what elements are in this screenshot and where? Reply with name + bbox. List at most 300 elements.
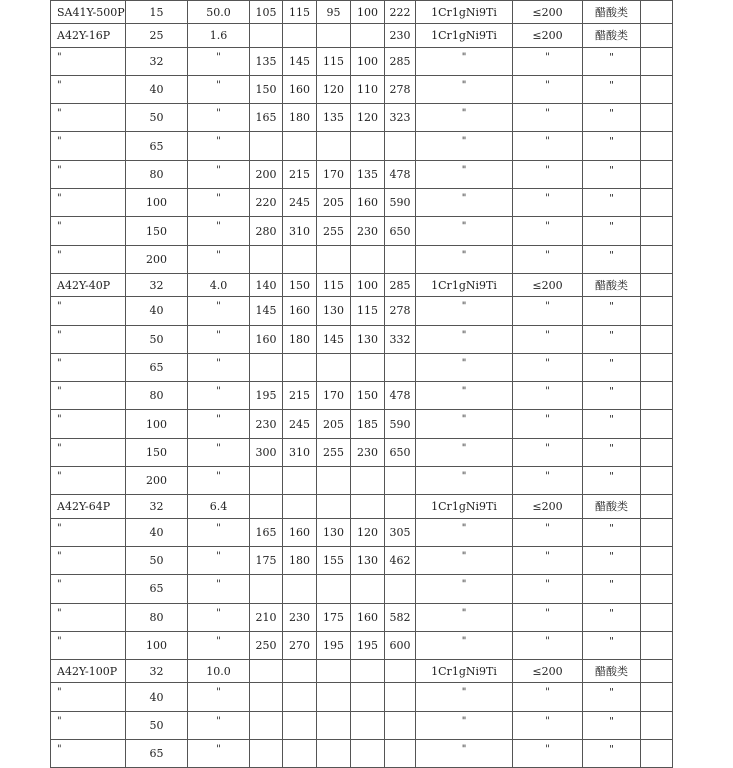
table-row: [51, 75, 673, 103]
nominal-diameter-cell: 65: [126, 132, 188, 160]
table-row: [51, 297, 673, 325]
empty-cell: [641, 711, 673, 739]
dimension-d3-cell: [351, 245, 385, 273]
length-cell: [385, 467, 416, 495]
dimension-d1-cell: 180: [283, 104, 317, 132]
dimension-d-cell: 135: [250, 47, 283, 75]
material-cell: ": [416, 353, 513, 381]
temperature-cell: ": [513, 132, 583, 160]
temperature-cell: ": [513, 518, 583, 546]
dimension-d-cell: [250, 711, 283, 739]
temperature-cell: ≤200: [513, 273, 583, 296]
dimension-d1-cell: [283, 740, 317, 768]
dimension-d1-cell: 215: [283, 160, 317, 188]
nominal-pressure-cell: ": [188, 546, 250, 574]
model-cell: ": [51, 711, 126, 739]
nominal-diameter-cell: 65: [126, 740, 188, 768]
material-cell: ": [416, 518, 513, 546]
material-cell: ": [416, 575, 513, 603]
temperature-cell: ≤200: [513, 660, 583, 683]
medium-cell: ": [583, 47, 641, 75]
nominal-diameter-cell: 40: [126, 518, 188, 546]
dimension-d-cell: 140: [250, 273, 283, 296]
medium-cell: ": [583, 189, 641, 217]
dimension-d-cell: 300: [250, 438, 283, 466]
temperature-cell: ≤200: [513, 1, 583, 24]
material-cell: ": [416, 47, 513, 75]
temperature-cell: ": [513, 740, 583, 768]
nominal-diameter-cell: 80: [126, 603, 188, 631]
medium-cell: 醋酸类: [583, 273, 641, 296]
dimension-d-cell: 145: [250, 297, 283, 325]
dimension-d1-cell: [283, 495, 317, 518]
table-row: [51, 382, 673, 410]
temperature-cell: ": [513, 353, 583, 381]
nominal-pressure-cell: ": [188, 217, 250, 245]
table-row: [51, 132, 673, 160]
dimension-d-cell: [250, 740, 283, 768]
table-row: [51, 438, 673, 466]
model-cell: ": [51, 353, 126, 381]
empty-cell: [641, 575, 673, 603]
dimension-d2-cell: [317, 575, 351, 603]
nominal-diameter-cell: 25: [126, 24, 188, 47]
empty-cell: [641, 24, 673, 47]
nominal-diameter-cell: 50: [126, 325, 188, 353]
table-row: [51, 467, 673, 495]
dimension-d2-cell: [317, 467, 351, 495]
length-cell: 285: [385, 273, 416, 296]
nominal-diameter-cell: 100: [126, 189, 188, 217]
dimension-d-cell: 230: [250, 410, 283, 438]
material-cell: ": [416, 711, 513, 739]
nominal-diameter-cell: 40: [126, 297, 188, 325]
dimension-d2-cell: 195: [317, 631, 351, 659]
dimension-d1-cell: 115: [283, 1, 317, 24]
material-cell: ": [416, 740, 513, 768]
medium-cell: ": [583, 132, 641, 160]
length-cell: 305: [385, 518, 416, 546]
medium-cell: ": [583, 683, 641, 711]
dimension-d-cell: 150: [250, 75, 283, 103]
dimension-d2-cell: 205: [317, 189, 351, 217]
temperature-cell: ": [513, 467, 583, 495]
dimension-d2-cell: 205: [317, 410, 351, 438]
dimension-d2-cell: 170: [317, 382, 351, 410]
nominal-pressure-cell: ": [188, 382, 250, 410]
medium-cell: ": [583, 297, 641, 325]
dimension-d1-cell: 230: [283, 603, 317, 631]
dimension-d-cell: 195: [250, 382, 283, 410]
temperature-cell: ": [513, 160, 583, 188]
nominal-diameter-cell: 50: [126, 546, 188, 574]
dimension-d1-cell: [283, 711, 317, 739]
model-cell: ": [51, 683, 126, 711]
medium-cell: ": [583, 546, 641, 574]
dimension-d2-cell: 135: [317, 104, 351, 132]
material-cell: ": [416, 245, 513, 273]
material-cell: 1Cr1gNi9Ti: [416, 1, 513, 24]
nominal-pressure-cell: ": [188, 47, 250, 75]
length-cell: [385, 683, 416, 711]
dimension-d-cell: 210: [250, 603, 283, 631]
dimension-d-cell: 105: [250, 1, 283, 24]
dimension-d-cell: 280: [250, 217, 283, 245]
empty-cell: [641, 189, 673, 217]
table-row: [51, 1, 673, 24]
empty-cell: [641, 546, 673, 574]
temperature-cell: ≤200: [513, 24, 583, 47]
medium-cell: ": [583, 245, 641, 273]
temperature-cell: ": [513, 711, 583, 739]
empty-cell: [641, 410, 673, 438]
table-row: [51, 245, 673, 273]
empty-cell: [641, 273, 673, 296]
model-cell: ": [51, 189, 126, 217]
dimension-d1-cell: 160: [283, 75, 317, 103]
dimension-d3-cell: [351, 683, 385, 711]
empty-cell: [641, 603, 673, 631]
dimension-d1-cell: 180: [283, 325, 317, 353]
medium-cell: 醋酸类: [583, 495, 641, 518]
length-cell: [385, 245, 416, 273]
dimension-d-cell: [250, 467, 283, 495]
length-cell: 278: [385, 297, 416, 325]
material-cell: ": [416, 410, 513, 438]
empty-cell: [641, 47, 673, 75]
model-cell: ": [51, 160, 126, 188]
length-cell: 222: [385, 1, 416, 24]
nominal-pressure-cell: 1.6: [188, 24, 250, 47]
dimension-d2-cell: [317, 132, 351, 160]
nominal-pressure-cell: ": [188, 740, 250, 768]
nominal-pressure-cell: ": [188, 410, 250, 438]
nominal-pressure-cell: ": [188, 75, 250, 103]
length-cell: [385, 711, 416, 739]
temperature-cell: ": [513, 325, 583, 353]
model-cell: ": [51, 47, 126, 75]
nominal-pressure-cell: ": [188, 683, 250, 711]
model-cell: ": [51, 518, 126, 546]
dimension-d3-cell: 115: [351, 297, 385, 325]
empty-cell: [641, 495, 673, 518]
nominal-diameter-cell: 65: [126, 575, 188, 603]
nominal-diameter-cell: 150: [126, 217, 188, 245]
temperature-cell: ": [513, 245, 583, 273]
temperature-cell: ": [513, 410, 583, 438]
empty-cell: [641, 1, 673, 24]
length-cell: 278: [385, 75, 416, 103]
dimension-d2-cell: [317, 495, 351, 518]
dimension-d2-cell: 130: [317, 518, 351, 546]
medium-cell: ": [583, 104, 641, 132]
model-cell: ": [51, 104, 126, 132]
nominal-diameter-cell: 50: [126, 711, 188, 739]
table-row: [51, 189, 673, 217]
dimension-d3-cell: 100: [351, 273, 385, 296]
dimension-d1-cell: [283, 245, 317, 273]
dimension-d3-cell: 195: [351, 631, 385, 659]
length-cell: [385, 575, 416, 603]
nominal-diameter-cell: 65: [126, 353, 188, 381]
temperature-cell: ": [513, 297, 583, 325]
dimension-d3-cell: 120: [351, 518, 385, 546]
length-cell: 478: [385, 160, 416, 188]
length-cell: [385, 353, 416, 381]
length-cell: 582: [385, 603, 416, 631]
dimension-d2-cell: 130: [317, 297, 351, 325]
model-cell: ": [51, 546, 126, 574]
dimension-d1-cell: 245: [283, 189, 317, 217]
dimension-d2-cell: 170: [317, 160, 351, 188]
dimension-d3-cell: [351, 711, 385, 739]
nominal-diameter-cell: 50: [126, 104, 188, 132]
dimension-d3-cell: 230: [351, 217, 385, 245]
dimension-d1-cell: 215: [283, 382, 317, 410]
dimension-d1-cell: [283, 132, 317, 160]
dimension-d1-cell: [283, 683, 317, 711]
nominal-pressure-cell: ": [188, 297, 250, 325]
temperature-cell: ": [513, 575, 583, 603]
table-row: [51, 603, 673, 631]
medium-cell: 醋酸类: [583, 1, 641, 24]
dimension-d3-cell: [351, 575, 385, 603]
length-cell: 590: [385, 189, 416, 217]
medium-cell: 醋酸类: [583, 24, 641, 47]
dimension-d3-cell: 160: [351, 189, 385, 217]
dimension-d1-cell: [283, 353, 317, 381]
dimension-d-cell: [250, 353, 283, 381]
empty-cell: [641, 297, 673, 325]
material-cell: ": [416, 75, 513, 103]
table-row: [51, 495, 673, 518]
temperature-cell: ": [513, 631, 583, 659]
dimension-d2-cell: 120: [317, 75, 351, 103]
table-row: [51, 631, 673, 659]
medium-cell: ": [583, 353, 641, 381]
dimension-d-cell: [250, 495, 283, 518]
dimension-d1-cell: [283, 660, 317, 683]
dimension-d-cell: [250, 132, 283, 160]
length-cell: [385, 740, 416, 768]
material-cell: ": [416, 603, 513, 631]
dimension-d1-cell: 145: [283, 47, 317, 75]
table-row: [51, 546, 673, 574]
dimension-d-cell: [250, 245, 283, 273]
nominal-diameter-cell: 15: [126, 1, 188, 24]
dimension-d2-cell: 255: [317, 438, 351, 466]
nominal-diameter-cell: 150: [126, 438, 188, 466]
medium-cell: ": [583, 382, 641, 410]
dimension-d3-cell: 150: [351, 382, 385, 410]
nominal-diameter-cell: 40: [126, 75, 188, 103]
temperature-cell: ": [513, 438, 583, 466]
table-row: [51, 160, 673, 188]
nominal-pressure-cell: ": [188, 189, 250, 217]
empty-cell: [641, 660, 673, 683]
model-cell: A42Y-64P: [51, 495, 126, 518]
dimension-d-cell: 165: [250, 104, 283, 132]
model-cell: ": [51, 325, 126, 353]
dimension-d3-cell: [351, 467, 385, 495]
material-cell: ": [416, 189, 513, 217]
medium-cell: ": [583, 711, 641, 739]
dimension-d-cell: 175: [250, 546, 283, 574]
dimension-d2-cell: [317, 711, 351, 739]
material-cell: ": [416, 438, 513, 466]
dimension-d2-cell: [317, 245, 351, 273]
medium-cell: ": [583, 160, 641, 188]
model-cell: ": [51, 410, 126, 438]
model-cell: ": [51, 438, 126, 466]
dimension-d3-cell: 185: [351, 410, 385, 438]
nominal-diameter-cell: 100: [126, 410, 188, 438]
dimension-d2-cell: 115: [317, 273, 351, 296]
dimension-d-cell: 220: [250, 189, 283, 217]
model-cell: ": [51, 382, 126, 410]
empty-cell: [641, 132, 673, 160]
length-cell: [385, 660, 416, 683]
dimension-d3-cell: [351, 353, 385, 381]
table-row: [51, 660, 673, 683]
length-cell: 332: [385, 325, 416, 353]
nominal-pressure-cell: ": [188, 132, 250, 160]
empty-cell: [641, 325, 673, 353]
medium-cell: ": [583, 603, 641, 631]
nominal-pressure-cell: 10.0: [188, 660, 250, 683]
material-cell: ": [416, 467, 513, 495]
table-row: [51, 410, 673, 438]
empty-cell: [641, 382, 673, 410]
empty-cell: [641, 104, 673, 132]
dimension-d1-cell: 150: [283, 273, 317, 296]
nominal-pressure-cell: ": [188, 104, 250, 132]
table-row: [51, 683, 673, 711]
length-cell: 285: [385, 47, 416, 75]
temperature-cell: ": [513, 546, 583, 574]
nominal-pressure-cell: 6.4: [188, 495, 250, 518]
medium-cell: ": [583, 575, 641, 603]
empty-cell: [641, 631, 673, 659]
medium-cell: ": [583, 325, 641, 353]
dimension-d3-cell: 130: [351, 546, 385, 574]
dimension-d2-cell: 95: [317, 1, 351, 24]
table-row: [51, 325, 673, 353]
length-cell: 600: [385, 631, 416, 659]
dimension-d3-cell: 160: [351, 603, 385, 631]
dimension-d-cell: 165: [250, 518, 283, 546]
medium-cell: ": [583, 518, 641, 546]
table-row: [51, 273, 673, 296]
dimension-d3-cell: 130: [351, 325, 385, 353]
temperature-cell: ": [513, 75, 583, 103]
material-cell: ": [416, 546, 513, 574]
spec-table-body: [51, 1, 673, 768]
empty-cell: [641, 160, 673, 188]
nominal-diameter-cell: 200: [126, 467, 188, 495]
material-cell: 1Cr1gNi9Ti: [416, 24, 513, 47]
dimension-d-cell: 160: [250, 325, 283, 353]
nominal-pressure-cell: ": [188, 575, 250, 603]
medium-cell: ": [583, 217, 641, 245]
length-cell: 462: [385, 546, 416, 574]
dimension-d1-cell: 270: [283, 631, 317, 659]
nominal-pressure-cell: ": [188, 325, 250, 353]
material-cell: ": [416, 217, 513, 245]
table-row: [51, 711, 673, 739]
nominal-pressure-cell: 4.0: [188, 273, 250, 296]
model-cell: A42Y-16P: [51, 24, 126, 47]
model-cell: ": [51, 245, 126, 273]
medium-cell: 醋酸类: [583, 660, 641, 683]
material-cell: ": [416, 683, 513, 711]
material-cell: ": [416, 382, 513, 410]
nominal-pressure-cell: ": [188, 518, 250, 546]
model-cell: A42Y-40P: [51, 273, 126, 296]
temperature-cell: ": [513, 217, 583, 245]
temperature-cell: ": [513, 382, 583, 410]
length-cell: 590: [385, 410, 416, 438]
dimension-d3-cell: 100: [351, 1, 385, 24]
table-row: [51, 217, 673, 245]
dimension-d-cell: 250: [250, 631, 283, 659]
nominal-pressure-cell: ": [188, 438, 250, 466]
temperature-cell: ": [513, 189, 583, 217]
dimension-d2-cell: 255: [317, 217, 351, 245]
dimension-d3-cell: 100: [351, 47, 385, 75]
empty-cell: [641, 217, 673, 245]
dimension-d1-cell: 160: [283, 518, 317, 546]
dimension-d1-cell: 310: [283, 438, 317, 466]
nominal-pressure-cell: ": [188, 160, 250, 188]
dimension-d2-cell: [317, 660, 351, 683]
material-cell: 1Cr1gNi9Ti: [416, 660, 513, 683]
nominal-diameter-cell: 80: [126, 382, 188, 410]
nominal-pressure-cell: ": [188, 353, 250, 381]
dimension-d1-cell: [283, 575, 317, 603]
table-row: [51, 353, 673, 381]
empty-cell: [641, 683, 673, 711]
dimension-d1-cell: [283, 467, 317, 495]
empty-cell: [641, 740, 673, 768]
dimension-d-cell: [250, 24, 283, 47]
temperature-cell: ": [513, 104, 583, 132]
material-cell: ": [416, 132, 513, 160]
length-cell: [385, 132, 416, 160]
empty-cell: [641, 438, 673, 466]
dimension-d3-cell: [351, 495, 385, 518]
length-cell: 478: [385, 382, 416, 410]
model-cell: ": [51, 467, 126, 495]
dimension-d-cell: [250, 683, 283, 711]
dimension-d2-cell: [317, 353, 351, 381]
dimension-d3-cell: 110: [351, 75, 385, 103]
dimension-d2-cell: 115: [317, 47, 351, 75]
model-cell: ": [51, 132, 126, 160]
empty-cell: [641, 75, 673, 103]
dimension-d1-cell: 245: [283, 410, 317, 438]
nominal-pressure-cell: 50.0: [188, 1, 250, 24]
model-cell: A42Y-100P: [51, 660, 126, 683]
dimension-d-cell: 200: [250, 160, 283, 188]
nominal-diameter-cell: 200: [126, 245, 188, 273]
length-cell: 650: [385, 438, 416, 466]
nominal-pressure-cell: ": [188, 631, 250, 659]
dimension-d3-cell: [351, 24, 385, 47]
model-cell: SA41Y-500P: [51, 1, 126, 24]
dimension-d1-cell: 310: [283, 217, 317, 245]
medium-cell: ": [583, 467, 641, 495]
